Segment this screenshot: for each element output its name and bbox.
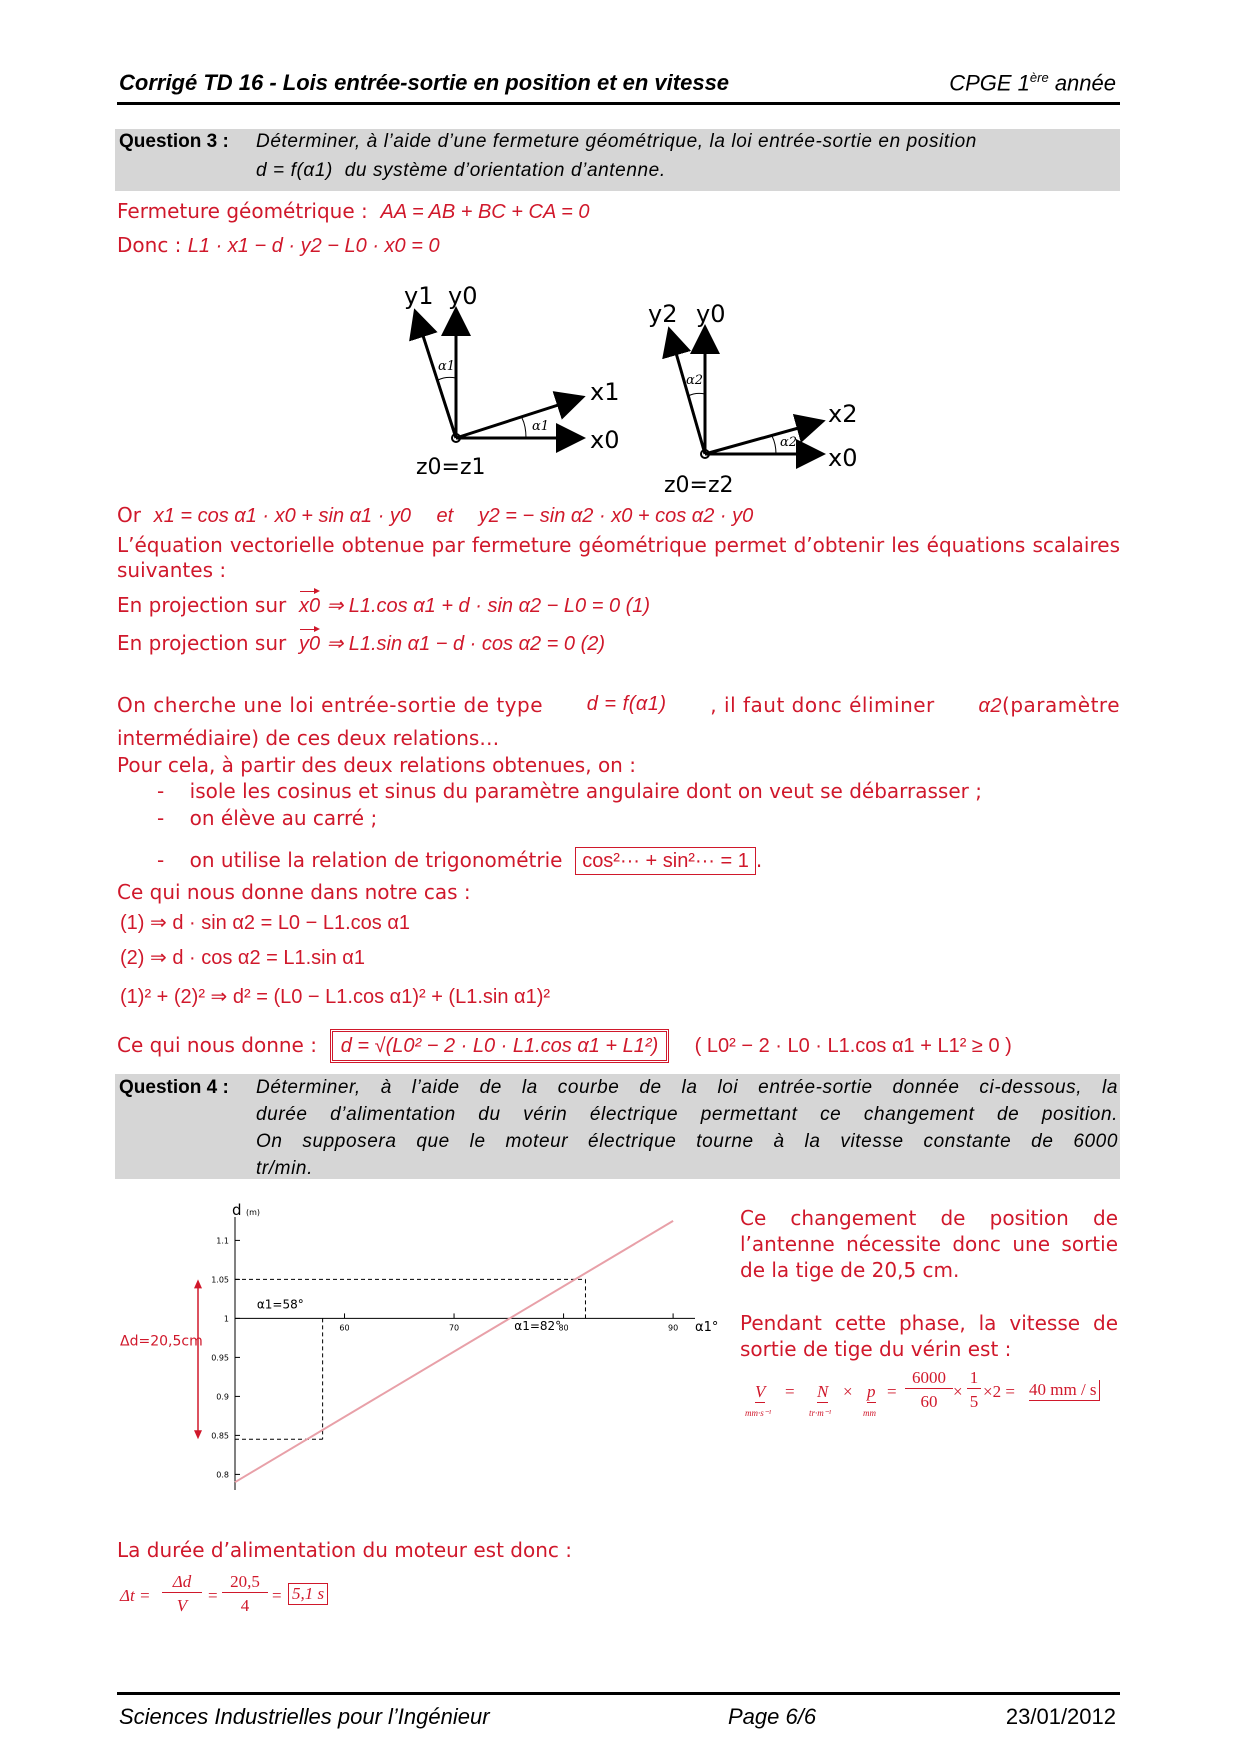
q3-math: d = f(α1) [256,160,333,181]
class-year: année [1054,70,1116,96]
speed-mult2: ×2 = [983,1382,1015,1401]
or-line [117,503,753,528]
class-sup: ère [1029,70,1049,85]
chart-y-tick-label-0: 1.1 [216,1236,229,1246]
fig1-x1: x1 [590,378,620,406]
q3-suffix: du système d’orientation d’antenne. [344,160,666,181]
header-rule [117,102,1120,105]
duration-intro: La durée d’alimentation du moteur est donc : [117,1538,572,1562]
or-eq2: y2 = − sin α2 · x0 + cos α2 · y0 [478,505,754,527]
class-level: CPGE 1 [949,70,1030,96]
bullet-2: - on élève au carré ; [157,806,378,830]
fig2-y0: y0 [696,300,726,328]
speed-V-unit: mm·s⁻¹ [745,1408,772,1418]
speed-times: × [843,1382,853,1401]
fig2-alpha-a: α2 [686,373,704,388]
donc-line [117,233,440,258]
step-2: (2) ⇒ d · cos α2 = L1.sin α1 [120,947,365,969]
chart-y-tick-label-6: 0.8 [216,1470,229,1480]
speed-p: p [867,1382,876,1401]
header-class [949,70,1116,96]
step-3: (1)² + (2)² ⇒ d² = (L0 − L1.cos α1)² + (L1.sin α1)² [120,986,551,1008]
projection-2 [117,631,605,656]
step-1: (1) ⇒ d · sin α2 = L0 − L1.cos α1 [120,912,411,934]
chart-x-ticks [339,1313,678,1332]
chart-series-line-0 [235,1221,673,1482]
proj1-equation: ⇒ L1.cos α1 + d · sin α2 − L0 = 0 (1) [326,595,651,617]
right-paragraph-2: Pendant cette phase, la vitesse de sortie de tige du vérin est : [740,1311,1118,1361]
chart-x-tick-label-2: 80 [558,1323,569,1333]
trig-identity-box: cos²··· + sin²··· = 1 [575,847,756,875]
question-4-text-3: On supposera que le moteur électrique tourne à la vitesse constante de 6000 [256,1131,1118,1152]
duration-num2: 20,5 [222,1572,268,1593]
input-output-chart [120,1195,730,1505]
result-formula-box: d = √(L0² − 2 · L0 · L1.cos α1 + L1²) [330,1029,670,1063]
fig2-y2: y2 [648,300,678,328]
header-title: Corrigé TD 16 - Lois entrée-sortie en position et en vitesse [119,70,730,95]
speed-eq2: = [887,1382,897,1401]
question-3-text-2 [256,157,666,184]
fig2-x0: x0 [828,444,858,472]
chart-delta-arrow-head-bottom [194,1430,202,1439]
question-4-text-1: Déterminer, à l’aide de la courbe de la loi entrée-sortie donnée ci-dessous, la [256,1077,1118,1098]
or-label: Or [117,503,141,527]
chart-y-tick-label-5: 0.85 [211,1431,229,1441]
proj2-equation: ⇒ L1.sin α1 − d · cos α2 = 0 (2) [326,633,606,655]
chart-x-tick-label-3: 90 [668,1323,679,1333]
proj2-vector: y0 [298,633,321,655]
fig1-y1: y1 [404,282,434,310]
projection-1 [117,593,650,618]
duration-eq1: = [208,1586,218,1605]
duration-num1: Δd [162,1572,202,1593]
proj2-label: En projection sur [117,631,287,655]
right-paragraph-1: Ce changement de position de l’antenne nécessite donc une sortie de la tige de 20,5 cm. [740,1206,1118,1282]
or-eq1: x1 = cos α1 · x0 + sin α1 · y0 [153,505,412,527]
question-4-label: Question 4 : [119,1077,229,1098]
speed-N: N [817,1382,829,1401]
speed-times2: × [953,1382,963,1401]
para2-b: , il faut donc éliminer [710,693,935,717]
bullet-1: - isole les cosinus et sinus du paramètre angulaire dont on veut se débarrasser ; [157,779,982,803]
bullet-3: - on utilise la relation de trigonométrie cos²··· + sin²··· = 1 . [157,848,762,873]
question-4-text-2: durée d’alimentation du vérin électrique permettant ce changement de position. [256,1104,1118,1125]
frames-figure [380,270,880,510]
frame-figure-1 [404,282,619,480]
chart-label-alpha58: α1=58° [256,1297,304,1312]
speed-frac2-num: 1 [967,1368,981,1389]
paragraph-loi-line1 [117,693,1120,718]
footer-date: 23/01/2012 [1005,1704,1116,1729]
chart-yunit: (m) [246,1208,261,1217]
speed-N-unit: tr·m⁻¹ [809,1408,832,1418]
chart-series [235,1221,673,1482]
bullet-3-text: on utilise la relation de trigonométrie [189,848,563,872]
result-line [117,1033,1012,1058]
chart-ylabel: d [232,1201,242,1219]
chart-annotations [120,1279,561,1439]
para2-c: (paramètre [1002,693,1120,717]
footer-rule [117,1692,1120,1695]
speed-V: V [755,1382,766,1401]
fig1-alpha-a: α1 [438,359,456,374]
speed-frac1-den: 60 [920,1392,938,1411]
chart-y-ticks [211,1236,240,1479]
fig1-z: z0=z1 [416,455,486,480]
duration-den2: 4 [240,1596,250,1615]
frame-figure-2 [648,300,857,498]
duration-result: 5,1 s [288,1583,328,1605]
paragraph-notre-cas: Ce qui nous donne dans notre cas : [117,880,471,904]
duration-den1: V [176,1596,188,1615]
speed-eq1: = [785,1382,795,1401]
speed-frac1-num: 6000 [905,1368,953,1389]
result-condition: ( L0² − 2 · L0 · L1.cos α1 + L1² ≥ 0 ) [694,1035,1012,1057]
fig2-alpha-b: α2 [780,435,798,450]
closure-line [117,199,589,224]
para2-a: On cherche une loi entrée-sortie de type [117,693,543,717]
fig2-x2: x2 [828,400,858,428]
speed-formula [745,1368,1125,1428]
chart-x-tick-label-0: 60 [339,1323,350,1333]
result-label: Ce qui nous donne : [117,1033,317,1057]
chart-y-tick-label-3: 0.95 [211,1353,229,1363]
chart-y-tick-label-2: 1 [223,1314,229,1324]
chart-axes [235,1217,695,1490]
closure-equation: AA = AB + BC + CA = 0 [380,201,590,223]
duration-dt: Δt = [120,1586,151,1605]
speed-result: 40 mm / s [1029,1380,1100,1401]
paragraph-pour-cela: Pour cela, à partir des deux relations obtenues, on : [117,753,636,777]
proj1-label: En projection sur [117,593,287,617]
chart-y-tick-label-4: 0.9 [216,1392,229,1402]
duration-formula [120,1570,350,1630]
fig1-alpha-b: α1 [532,419,550,434]
fig1-x0: x0 [590,426,620,454]
duration-eq2: = [272,1586,282,1605]
bullet-2-text: on élève au carré ; [189,806,378,830]
paragraph-loi-line2: intermédiaire) de ces deux relations… [117,726,500,750]
question-4-text-4: tr/min. [256,1158,313,1179]
donc-label: Donc : [117,233,182,257]
fig1-y0: y0 [448,282,478,310]
chart-label-alpha82: α1=82° [514,1319,562,1334]
question-3-label: Question 3 : [119,131,229,152]
bullet-1-text: isole les cosinus et sinus du paramètre angulaire dont on veut se débarrasser ; [189,779,982,803]
chart-delta-arrow-head-top [194,1279,202,1288]
chart-y-tick-label-1: 1.05 [211,1275,229,1285]
closure-intro: Fermeture géométrique : [117,199,368,223]
paragraph-equations: L’équation vectorielle obtenue par fermeture géométrique permet d’obtenir les équations scalaires suivantes : [117,533,1120,582]
footer-page: Page 6/6 [728,1704,817,1729]
para2-math2: α2 [978,695,1003,717]
speed-p-unit: mm [863,1408,876,1418]
footer-left: Sciences Industrielles pour l’Ingénieur [119,1704,490,1729]
chart-label-delta: Δd=20,5cm [120,1333,203,1350]
donc-equation: L1 · x1 − d · y2 − L0 · x0 = 0 [187,235,440,257]
chart-x-tick-label-1: 70 [448,1323,460,1333]
question-3-text-1: Déterminer, à l’aide d’une fermeture géométrique, la loi entrée-sortie en position [256,131,977,152]
para2-math1: d = f(α1) [586,693,667,715]
chart-xlabel: α1° [695,1320,719,1335]
trig-end: . [755,848,763,872]
or-et: et [436,505,454,527]
speed-frac2-den: 5 [969,1392,979,1411]
proj1-vector: x0 [298,595,321,617]
fig2-z: z0=z2 [664,473,734,498]
